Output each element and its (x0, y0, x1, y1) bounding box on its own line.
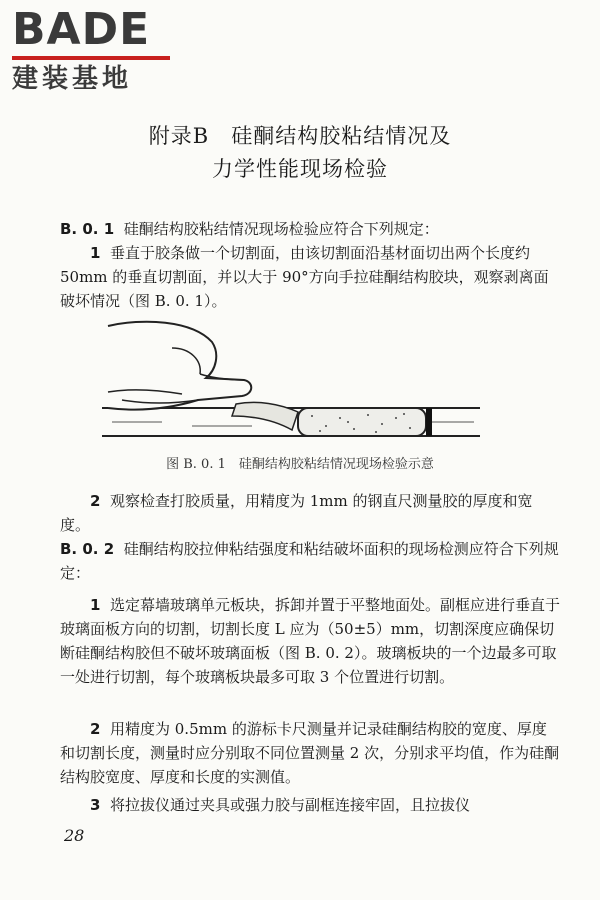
item-number: 1 (90, 244, 101, 262)
item-number: 3 (90, 796, 101, 814)
clause-heading: 硅酮结构胶拉伸粘结强度和粘结破坏面积的现场检测应符合下列规定： (60, 540, 559, 582)
item-text: 选定幕墙玻璃单元板块，拆卸并置于平整地面处。副框应进行垂直于玻璃面板方向的切割，切割长度 L 应为（50±5）mm，切割深度应确保切断硅酮结构胶但不破坏玻璃面板（图 B. 0. 2）。玻璃板块的一个边最多可取一处进行切割，每个玻璃板块最多可取 3 个位置进行切割。 (60, 596, 560, 686)
clause-heading: 硅酮结构胶粘结情况现场检验应符合下列规定： (123, 220, 439, 238)
item-number: 2 (90, 720, 101, 738)
cut-gap (426, 408, 432, 436)
clause-b01-item1 (60, 241, 560, 313)
clause-b02 (60, 537, 560, 585)
clause-b02-item1 (60, 593, 560, 689)
page-number: 28 (64, 826, 85, 845)
figure-caption: 图 B. 0. 1 硅酮结构胶粘结情况现场检验示意 (166, 457, 434, 472)
brand-logo (12, 6, 212, 96)
clause-label: B. 0. 2 (60, 540, 115, 558)
sealant-bead (298, 408, 426, 436)
logo-subtitle: 建装基地 (12, 64, 133, 94)
item-number: 2 (90, 492, 101, 510)
item-text: 观察检查打胶质量，用精度为 1mm 的钢直尺测量胶的厚度和宽度。 (60, 492, 533, 534)
item-number: 1 (90, 596, 101, 614)
logo-wordmark: BADE (12, 4, 151, 55)
clause-b01 (60, 217, 560, 241)
clause-b01-item2 (60, 489, 560, 537)
clause-label: B. 0. 1 (60, 220, 115, 238)
hand-illustration (108, 322, 251, 410)
appendix-title-line2: 力学性能现场检验 (212, 157, 388, 181)
appendix-title-line1: 附录B 硅酮结构胶粘结情况及 (148, 124, 452, 148)
clause-b02-item2 (60, 717, 560, 789)
item-text: 将拉拔仪通过夹具或强力胶与副框连接牢固，且拉拔仪 (109, 796, 470, 814)
logo-underline (12, 56, 170, 60)
item-text: 用精度为 0.5mm 的游标卡尺测量并记录硅酮结构胶的宽度、厚度和切割长度，测量时应分别取不同位置测量 2 次，分别求平均值，作为硅酮结构胶宽度、厚度和长度的实测值。 (60, 720, 560, 786)
clause-b02-item3 (60, 793, 560, 817)
figure-b01-illustration (102, 308, 482, 450)
item-text: 垂直于胶条做一个切割面，由该切割面沿基材面切出两个长度约 50mm 的垂直切割面，并以大于 90°方向手拉硅酮结构胶块，观察剥离面破坏情况（图 B. 0. 1）。 (60, 244, 549, 310)
